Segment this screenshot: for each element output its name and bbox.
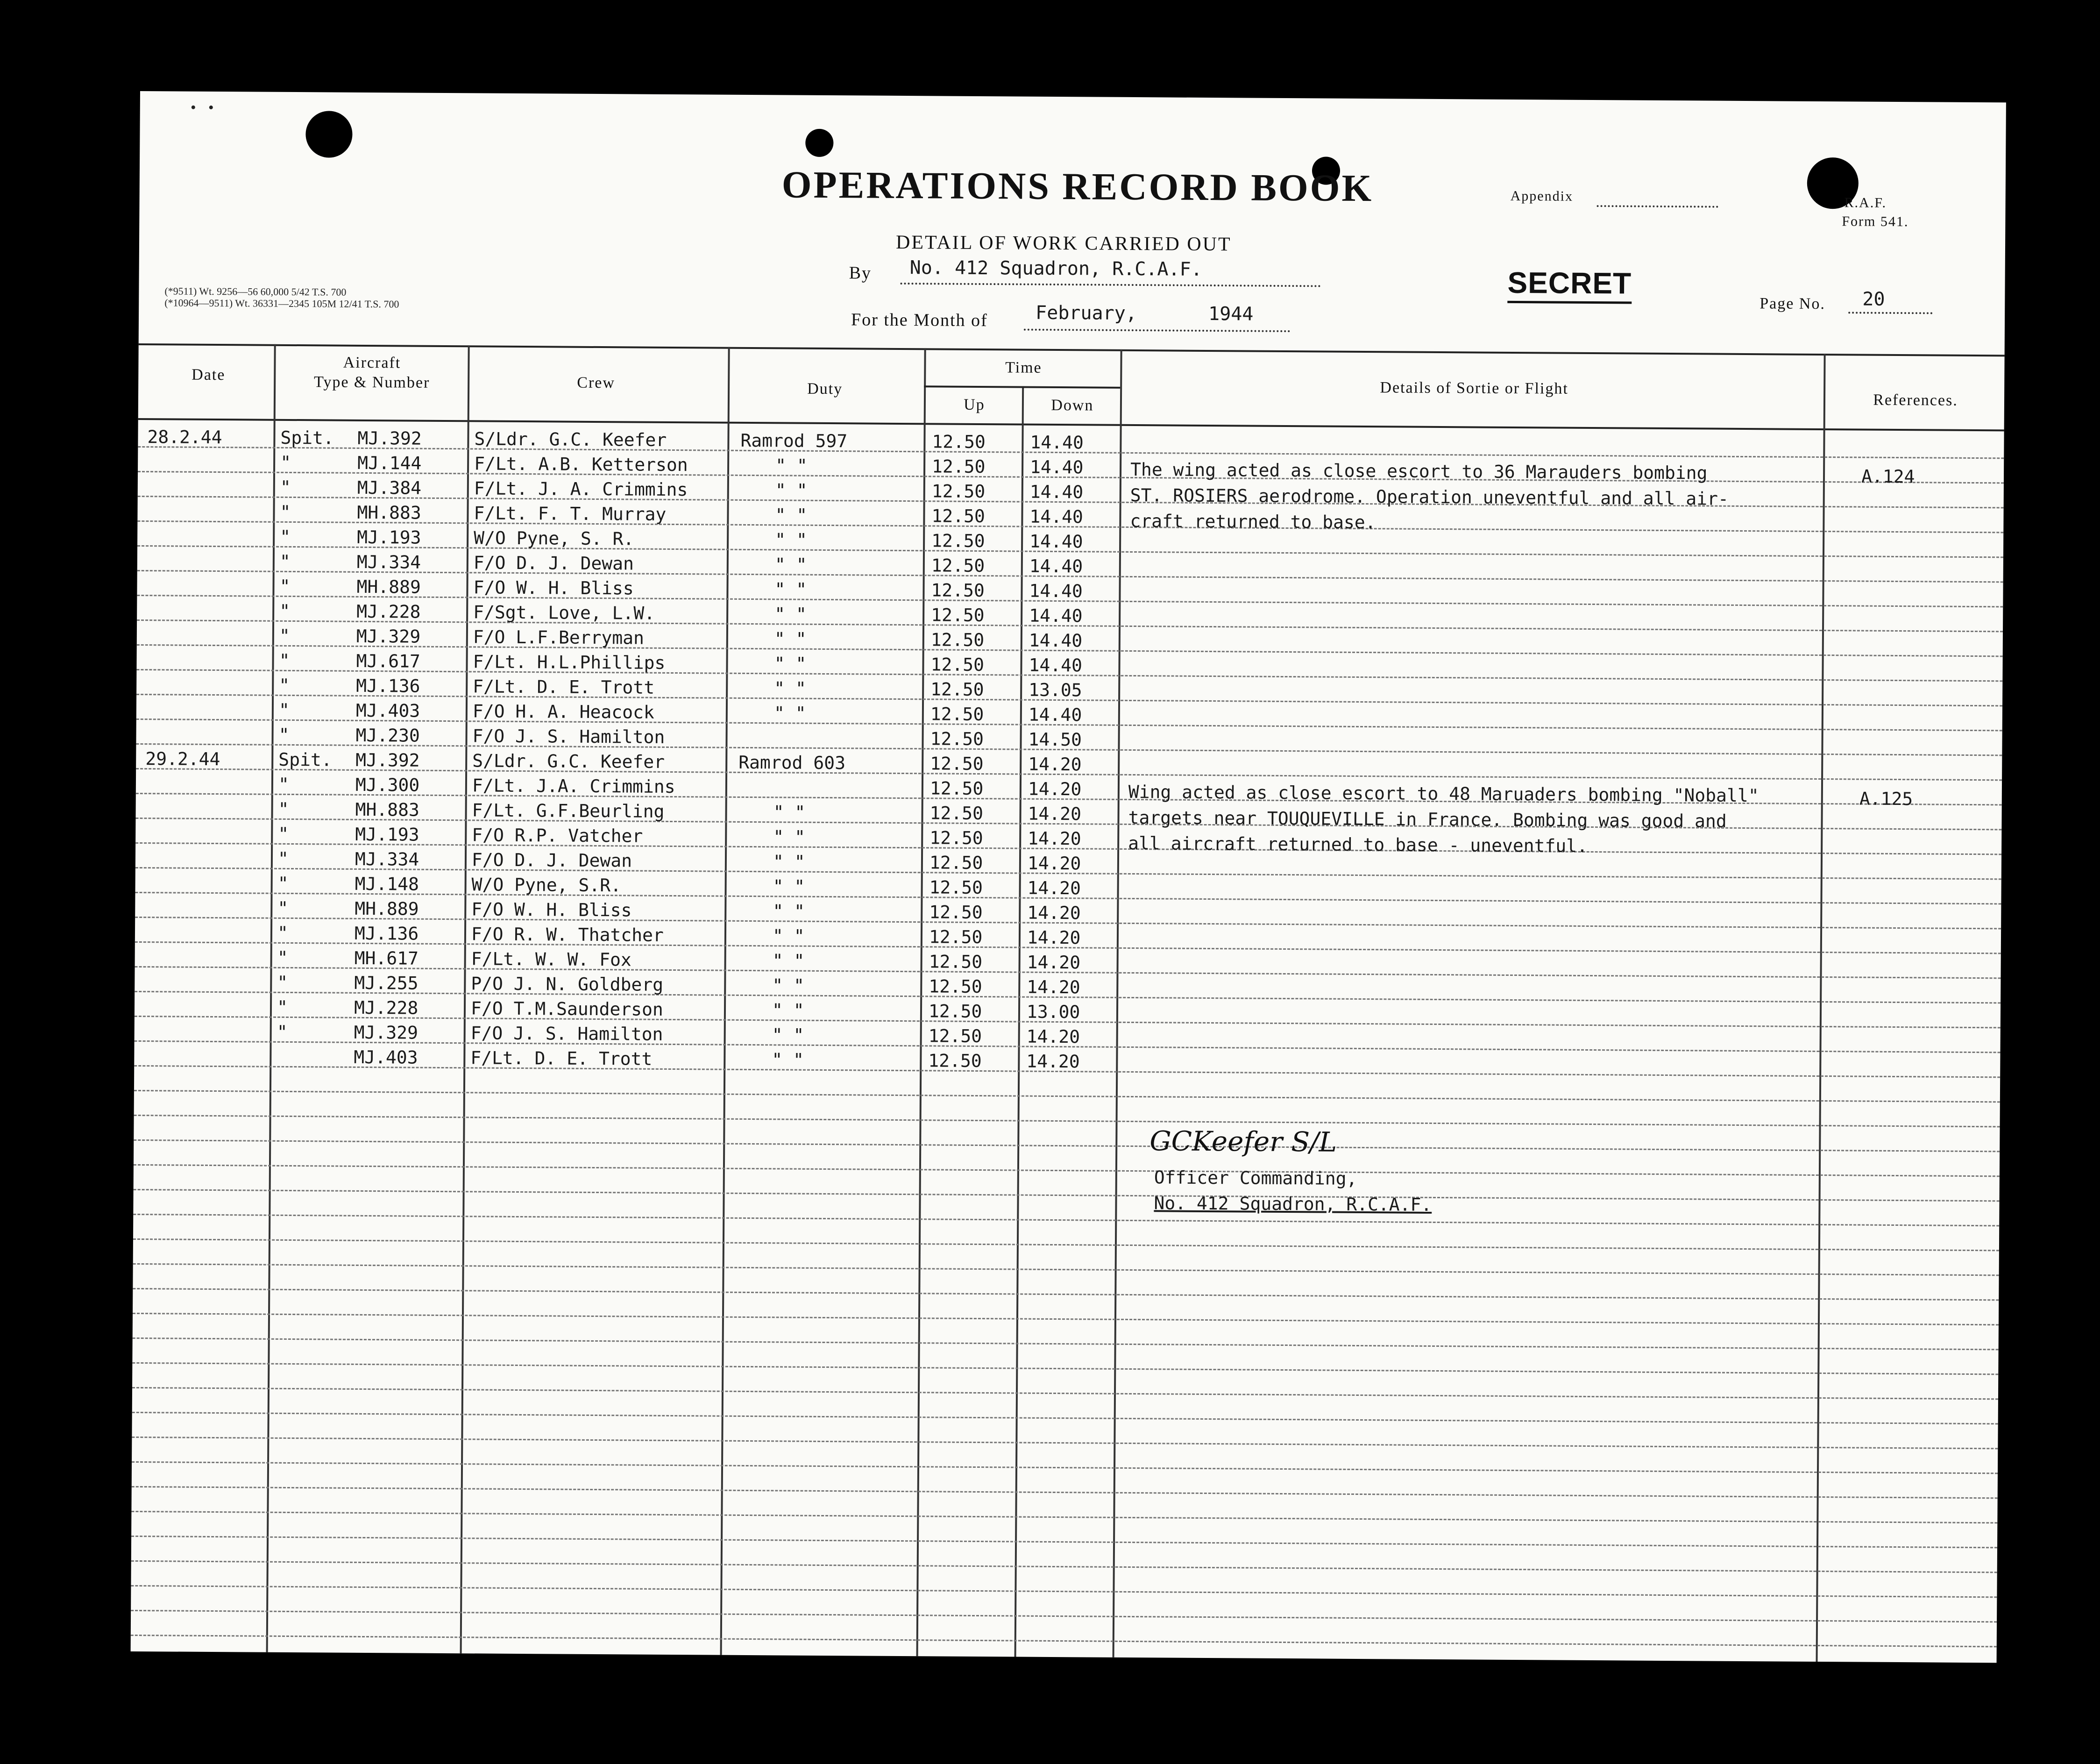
cell-down: 13.00	[1026, 1001, 1080, 1023]
col-references: References.	[1873, 391, 1958, 409]
cell-number: MJ.392	[355, 749, 420, 771]
cell-duty: " "	[772, 1024, 804, 1046]
signature: GCKeefer S/L	[1149, 1125, 1337, 1158]
ruled-line	[134, 1139, 2000, 1152]
cell-duty: " "	[774, 579, 807, 600]
cell-duty: " "	[773, 901, 805, 922]
cell-down: 14.20	[1028, 803, 1082, 825]
cell-type: "	[277, 1021, 288, 1042]
cell-down: 14.40	[1028, 704, 1082, 726]
cell-date: 28.2.44	[147, 427, 222, 448]
cell-number: MJ.329	[354, 1022, 419, 1043]
col-up: Up	[964, 396, 985, 414]
cell-up: 12.50	[931, 605, 985, 626]
cell-down: 14.40	[1029, 580, 1083, 602]
sortie-detail-line: all aircraft returned to base - uneventful.	[1128, 832, 1588, 856]
cell-duty: " "	[774, 554, 807, 575]
cell-down: 14.20	[1028, 754, 1082, 775]
ruled-line	[131, 1536, 1997, 1548]
cell-type: "	[277, 873, 289, 894]
cell-number: MJ.384	[357, 477, 422, 498]
month-value: February,	[1035, 302, 1137, 325]
cell-up: 12.50	[929, 951, 983, 973]
cell-crew: F/O D. J. Dewan	[471, 849, 632, 871]
col-divider	[266, 344, 276, 1652]
cell-type: "	[277, 897, 289, 918]
col-down: Down	[1051, 396, 1094, 414]
ruled-line	[132, 1461, 1998, 1474]
col-divider	[460, 345, 470, 1653]
page-no-dotline	[1848, 312, 1932, 314]
cell-down: 14.20	[1027, 927, 1081, 948]
cell-duty: " "	[775, 480, 808, 501]
cell-duty: " "	[772, 950, 805, 971]
cell-type: "	[278, 798, 289, 819]
page-no-label: Page No.	[1759, 295, 1826, 313]
signature-unit: No. 412 Squadron, R.C.A.F.	[1154, 1193, 1432, 1215]
ruled-line	[131, 1511, 1997, 1523]
cell-number: MJ.617	[356, 650, 420, 672]
cell-duty: " "	[774, 678, 806, 699]
cell-type: "	[277, 947, 288, 968]
cell-down: 14.40	[1029, 456, 1084, 478]
ruled-line	[134, 1090, 2000, 1102]
col-divider	[1816, 354, 1826, 1662]
cell-up: 12.50	[928, 1025, 982, 1047]
cell-date: 29.2.44	[145, 748, 220, 770]
cell-type: "	[280, 477, 291, 498]
cell-number: MJ.255	[354, 972, 419, 994]
page-no-value: 20	[1862, 288, 1885, 310]
ruled-line	[134, 1164, 2000, 1177]
cell-up: 12.50	[929, 877, 983, 898]
ruled-line	[132, 1437, 1998, 1449]
form-line1: R.A.F.	[1844, 195, 1887, 211]
cell-crew: F/Lt. W. W. Fox	[471, 948, 631, 970]
cell-crew: F/Lt. A.B. Ketterson	[474, 453, 688, 476]
ruled-line	[132, 1486, 1998, 1499]
cell-crew: F/Sgt. Love, L.W.	[473, 602, 655, 624]
cell-number: MJ.136	[354, 923, 419, 944]
cell-number: MJ.228	[354, 997, 419, 1018]
cell-duty: " "	[773, 703, 806, 724]
cell-crew: S/Ldr. G.C. Keefer	[474, 428, 667, 450]
ruled-line	[132, 1362, 1998, 1375]
cell-up: 12.50	[929, 902, 983, 923]
ruled-line	[131, 1585, 1997, 1598]
col-date: Date	[192, 366, 226, 384]
mark-dot	[209, 106, 213, 109]
cell-up: 12.50	[930, 753, 984, 775]
cell-number: MH.889	[356, 576, 421, 597]
ruled-line	[134, 1115, 2000, 1127]
month-dotline	[1024, 329, 1290, 332]
cell-crew: P/O J. N. Goldberg	[471, 973, 664, 995]
punch-hole	[305, 111, 353, 158]
cell-type: "	[280, 501, 291, 522]
punch-hole	[805, 129, 833, 157]
ruled-line	[133, 1238, 1999, 1251]
cell-number: MJ.300	[355, 774, 420, 796]
cell-duty: " "	[772, 1049, 804, 1070]
cell-duty: " "	[775, 505, 808, 526]
by-label: By	[849, 263, 872, 283]
cell-type: "	[278, 823, 289, 844]
form-line2: Form 541.	[1842, 213, 1909, 230]
cell-down: 14.20	[1027, 853, 1081, 874]
cell-crew: F/O J. S. Hamilton	[472, 726, 665, 747]
record-table	[131, 343, 2005, 1663]
cell-down: 14.40	[1029, 555, 1083, 577]
cell-duty: " "	[773, 802, 806, 823]
cell-type: "	[279, 625, 290, 646]
cell-number: MJ.403	[354, 1046, 418, 1068]
cell-type: "	[279, 551, 291, 572]
ruled-line	[133, 1337, 1999, 1350]
ruled-line	[131, 1610, 1997, 1622]
cell-crew: F/O H. A. Heacock	[472, 701, 654, 723]
cell-crew: F/O R.P. Vatcher	[472, 825, 643, 846]
cell-crew: F/Lt. J. A. Crimmins	[474, 478, 688, 500]
signature-title: Officer Commanding,	[1154, 1167, 1357, 1189]
cell-up: 12.50	[931, 456, 986, 477]
cell-up: 12.50	[929, 976, 982, 997]
cell-up: 12.50	[930, 654, 985, 676]
cell-crew: F/Lt. G.F.Beurling	[472, 800, 665, 822]
appendix-label: Appendix	[1510, 188, 1574, 204]
cell-crew: F/O T.M.Saunderson	[470, 998, 663, 1020]
cell-number: MJ.228	[356, 601, 421, 622]
cell-number: MJ.148	[355, 873, 419, 895]
cell-up: 12.50	[932, 431, 986, 453]
col-divider	[916, 348, 926, 1656]
printer-code-1: (*9511) Wt. 9256—56 60,000 5/42 T.S. 700	[164, 285, 347, 298]
cell-duty: " "	[773, 851, 805, 872]
cell-duty: " "	[772, 975, 805, 996]
cell-crew: F/Lt. H.L.Phillips	[473, 651, 666, 673]
cell-crew: F/Lt. D. E. Trott	[470, 1047, 653, 1069]
cell-down: 14.40	[1029, 654, 1083, 676]
cell-crew: W/O Pyne, S. R.	[474, 527, 634, 549]
cell-down: 14.40	[1029, 630, 1083, 651]
cell-number: MJ.144	[357, 452, 422, 474]
cell-number: MJ.334	[356, 551, 421, 573]
cell-type: "	[280, 452, 291, 473]
cell-crew: F/O L.F.Berryman	[473, 626, 645, 648]
cell-number: MH.883	[357, 502, 421, 523]
cell-crew: F/O R. W. Thatcher	[471, 924, 664, 946]
cell-type: "	[279, 576, 291, 597]
ruled-line	[131, 1560, 1997, 1573]
cell-crew: F/O W. H. Bliss	[473, 577, 634, 599]
cell-type: "	[278, 699, 290, 720]
ruled-line	[132, 1387, 1998, 1400]
cell-type: "	[278, 724, 290, 745]
cell-number: MJ.136	[356, 675, 420, 697]
cell-down: 14.20	[1027, 902, 1081, 924]
cell-crew: F/O J. S. Hamilton	[470, 1023, 663, 1045]
ruled-line	[132, 1412, 1998, 1424]
cell-up: 12.50	[929, 827, 983, 849]
appendix-dotline	[1597, 205, 1718, 208]
cell-up: 12.50	[929, 803, 984, 824]
col-aircraft: Aircraft Type & Number	[313, 354, 430, 391]
cell-crew: F/Lt. D. E. Trott	[473, 676, 655, 698]
cell-type: "	[277, 972, 288, 993]
cell-duty: " "	[772, 1000, 804, 1021]
cell-duty: " "	[773, 876, 805, 897]
sortie-detail-line: The wing acted as close escort to 36 Marauders bombing	[1130, 459, 1708, 484]
cell-up: 12.50	[931, 481, 986, 502]
cell-down: 14.20	[1026, 1026, 1080, 1047]
cell-duty: " "	[774, 653, 807, 674]
cell-type: "	[277, 922, 289, 943]
cell-down: 13.05	[1029, 679, 1082, 701]
ruled-line	[134, 1189, 2000, 1202]
cell-up: 12.50	[929, 778, 984, 799]
reference-value: A.125	[1859, 788, 1913, 810]
cell-type: "	[277, 848, 289, 869]
cell-duty: Ramrod 597	[740, 430, 848, 452]
cell-crew: F/Lt. J.A. Crimmins	[472, 775, 675, 797]
cell-type: "	[280, 526, 291, 547]
sortie-detail-line: ST. ROSIERS aerodrome. Operation uneventful and all air-	[1130, 484, 1729, 509]
col-divider	[720, 347, 730, 1655]
cell-up: 12.50	[930, 679, 984, 700]
sortie-detail-line: targets near TOUQUEVILLE in France. Bombing was good and	[1128, 807, 1727, 832]
record-sheet	[131, 91, 2006, 1663]
cell-up: 12.50	[931, 580, 985, 601]
cell-up: 12.50	[930, 728, 984, 750]
cell-down: 14.40	[1029, 506, 1083, 527]
cell-type: Spit.	[280, 427, 334, 448]
ruled-line	[133, 1263, 1999, 1276]
cell-up: 12.50	[931, 530, 985, 552]
cell-number: MJ.403	[355, 700, 420, 721]
cell-up: 12.50	[929, 926, 983, 948]
cell-type: "	[278, 774, 289, 795]
cell-crew: S/Ldr. G.C. Keefer	[472, 750, 665, 772]
cell-down: 14.20	[1028, 778, 1082, 800]
cell-down: 14.20	[1028, 828, 1081, 849]
cell-down: 14.20	[1027, 877, 1081, 899]
cell-down: 14.40	[1030, 432, 1084, 453]
cell-number: MJ.392	[357, 427, 422, 449]
reference-value: A.124	[1861, 466, 1915, 487]
ruled-line	[133, 1214, 1999, 1226]
cell-number: MH.889	[355, 898, 419, 919]
by-dotline	[901, 283, 1321, 287]
ruled-line	[133, 1313, 1999, 1325]
cell-down: 14.40	[1029, 531, 1083, 552]
cell-down: 14.20	[1027, 952, 1081, 973]
col-crew: Crew	[577, 374, 616, 392]
printer-code-2: (*10964—9511) Wt. 36331—2345 105M 12/41 T.S. 700	[164, 297, 399, 310]
cell-type: "	[279, 650, 290, 671]
cell-down: 14.40	[1029, 481, 1084, 503]
page-subtitle: DETAIL OF WORK CARRIED OUT	[895, 231, 1232, 256]
cell-number: MJ.329	[356, 626, 421, 647]
cell-type: Spit.	[278, 749, 332, 770]
page-title: OPERATIONS RECORD BOOK	[781, 163, 1374, 210]
sortie-detail-line: Wing acted as close escort to 48 Maruaders bombing "Noball"	[1128, 781, 1759, 806]
cell-down: 14.20	[1027, 976, 1080, 998]
cell-number: MJ.193	[357, 526, 421, 548]
cell-duty: " "	[774, 604, 807, 625]
cell-up: 12.50	[928, 1050, 982, 1072]
cell-duty: " "	[773, 826, 806, 847]
cell-crew: F/Lt. F. T. Murray	[474, 503, 667, 525]
cell-number: MH.617	[354, 947, 419, 969]
cell-duty: " "	[775, 529, 807, 550]
col-details: Details of Sortie or Flight	[1380, 379, 1568, 398]
squadron-value: No. 412 Squadron, R.C.A.F.	[909, 257, 1202, 280]
cell-duty: Ramrod 603	[738, 752, 846, 774]
cell-duty: " "	[774, 628, 807, 649]
year-value: 1944	[1208, 303, 1254, 325]
month-label: For the Month of	[851, 310, 988, 331]
sortie-detail-line: craft returned to base.	[1130, 510, 1376, 533]
cell-number: MH.883	[355, 799, 420, 820]
mark-dot	[192, 106, 195, 109]
cell-down: 14.50	[1028, 729, 1082, 750]
ruled-line	[131, 1635, 1997, 1647]
cell-up: 12.50	[931, 505, 985, 527]
cell-type: "	[277, 996, 288, 1017]
cell-type: "	[279, 600, 291, 621]
cell-down: 14.20	[1026, 1051, 1080, 1072]
cell-up: 12.50	[930, 704, 984, 725]
cell-duty: " "	[775, 455, 808, 476]
cell-up: 12.50	[928, 1001, 982, 1022]
cell-up: 12.50	[929, 852, 983, 874]
ruled-line	[133, 1288, 1999, 1301]
col-divider	[1113, 349, 1122, 1657]
cell-crew: W/O Pyne, S.R.	[471, 874, 622, 896]
cell-type: "	[279, 675, 290, 696]
cell-duty: " "	[772, 925, 805, 946]
col-duty: Duty	[807, 380, 843, 398]
secret-stamp: SECRET	[1507, 265, 1632, 304]
col-time: Time	[1005, 359, 1042, 377]
cell-up: 12.50	[930, 629, 985, 651]
cell-number: MJ.230	[355, 725, 420, 746]
cell-number: MJ.334	[355, 848, 419, 870]
cell-down: 14.40	[1029, 605, 1083, 626]
cell-crew: F/O D. J. Dewan	[473, 552, 634, 574]
cell-number: MJ.193	[355, 824, 419, 845]
cell-up: 12.50	[931, 555, 985, 576]
cell-crew: F/O W. H. Bliss	[471, 899, 632, 921]
